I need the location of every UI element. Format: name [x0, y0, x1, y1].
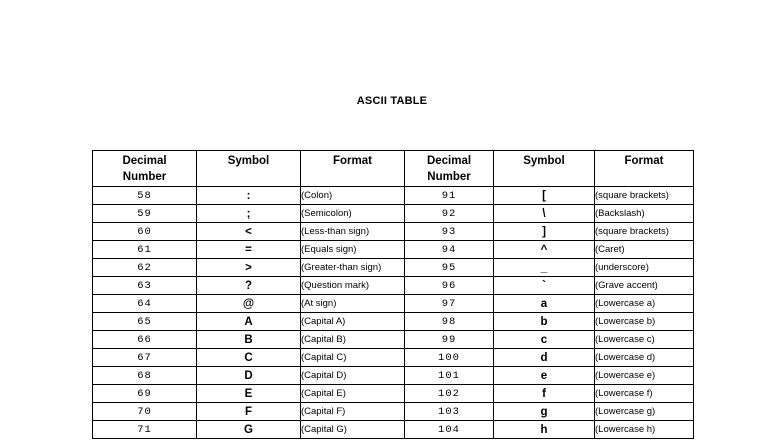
- cell-decimal: 67: [93, 349, 197, 367]
- cell-symbol: A: [197, 313, 301, 331]
- cell-decimal: 98: [405, 313, 494, 331]
- cell-decimal: 65: [93, 313, 197, 331]
- cell-symbol: ]: [494, 223, 595, 241]
- table-row: [93, 241, 694, 259]
- table-row: [93, 223, 694, 241]
- cell-symbol: \: [494, 205, 595, 223]
- header-label: Format: [333, 155, 372, 167]
- cell-decimal: 103: [405, 403, 494, 421]
- cell-format: (Caret): [595, 241, 694, 259]
- cell-decimal: 104: [405, 421, 494, 439]
- cell-symbol: E: [197, 385, 301, 403]
- cell-symbol: f: [494, 385, 595, 403]
- cell-decimal: 94: [405, 241, 494, 259]
- cell-format: (square brackets): [595, 223, 694, 241]
- header-label: Decimal Number: [426, 155, 472, 183]
- cell-symbol: `: [494, 277, 595, 295]
- cell-format: (square brackets): [595, 187, 694, 205]
- cell-decimal: 70: [93, 403, 197, 421]
- header-format: [595, 151, 694, 187]
- cell-format: (Capital E): [301, 385, 405, 403]
- cell-symbol: a: [494, 295, 595, 313]
- cell-format: (Lowercase c): [595, 331, 694, 349]
- cell-decimal: 96: [405, 277, 494, 295]
- cell-format: (Grave accent): [595, 277, 694, 295]
- cell-decimal: 100: [405, 349, 494, 367]
- cell-decimal: 93: [405, 223, 494, 241]
- header-symbol: [494, 151, 595, 187]
- table-body: [93, 187, 694, 439]
- cell-symbol: ;: [197, 205, 301, 223]
- cell-symbol: @: [197, 295, 301, 313]
- cell-format: (Lowercase g): [595, 403, 694, 421]
- cell-format: (Lowercase f): [595, 385, 694, 403]
- cell-format: (Capital D): [301, 367, 405, 385]
- cell-symbol: ^: [494, 241, 595, 259]
- cell-format: (Lowercase d): [595, 349, 694, 367]
- table-row: [93, 349, 694, 367]
- cell-decimal: 62: [93, 259, 197, 277]
- cell-symbol: d: [494, 349, 595, 367]
- cell-symbol: g: [494, 403, 595, 421]
- cell-decimal: 92: [405, 205, 494, 223]
- table-row: [93, 277, 694, 295]
- cell-format: (Capital C): [301, 349, 405, 367]
- cell-decimal: 102: [405, 385, 494, 403]
- cell-format: (Capital B): [301, 331, 405, 349]
- cell-symbol: _: [494, 259, 595, 277]
- cell-format: (Capital A): [301, 313, 405, 331]
- table-row: [93, 313, 694, 331]
- cell-format: (Less-than sign): [301, 223, 405, 241]
- header-label: Decimal Number: [122, 155, 167, 183]
- cell-format: (Question mark): [301, 277, 405, 295]
- header-label: Format: [624, 155, 664, 167]
- cell-symbol: h: [494, 421, 595, 439]
- cell-decimal: 95: [405, 259, 494, 277]
- table-row: [93, 421, 694, 439]
- header-format: [301, 151, 405, 187]
- cell-format: (Greater-than sign): [301, 259, 405, 277]
- cell-format: (Capital G): [301, 421, 405, 439]
- cell-format: (Capital F): [301, 403, 405, 421]
- cell-symbol: >: [197, 259, 301, 277]
- header-label: Symbol: [523, 155, 565, 167]
- table-row: [93, 367, 694, 385]
- cell-format: (Lowercase b): [595, 313, 694, 331]
- table-header-row: [93, 151, 694, 187]
- cell-decimal: 101: [405, 367, 494, 385]
- cell-decimal: 91: [405, 187, 494, 205]
- cell-symbol: G: [197, 421, 301, 439]
- cell-decimal: 69: [93, 385, 197, 403]
- header-symbol: [197, 151, 301, 187]
- cell-format: (Lowercase a): [595, 295, 694, 313]
- table-row: [93, 205, 694, 223]
- table-row: [93, 295, 694, 313]
- header-decimal-number: [93, 151, 197, 187]
- cell-format: (Colon): [301, 187, 405, 205]
- table-row: [93, 385, 694, 403]
- cell-symbol: =: [197, 241, 301, 259]
- cell-format: (At sign): [301, 295, 405, 313]
- cell-format: (Backslash): [595, 205, 694, 223]
- cell-symbol: e: [494, 367, 595, 385]
- table-row: [93, 331, 694, 349]
- table-row: [93, 259, 694, 277]
- cell-symbol: [: [494, 187, 595, 205]
- cell-format: (Semicolon): [301, 205, 405, 223]
- header-decimal-number: [405, 151, 494, 187]
- cell-format: (Equals sign): [301, 241, 405, 259]
- table-row: [93, 403, 694, 421]
- cell-decimal: 66: [93, 331, 197, 349]
- cell-decimal: 99: [405, 331, 494, 349]
- cell-decimal: 58: [93, 187, 197, 205]
- table-row: [93, 187, 694, 205]
- cell-decimal: 71: [93, 421, 197, 439]
- ascii-table: [92, 150, 694, 439]
- cell-symbol: B: [197, 331, 301, 349]
- cell-symbol: D: [197, 367, 301, 385]
- cell-symbol: c: [494, 331, 595, 349]
- cell-decimal: 61: [93, 241, 197, 259]
- cell-decimal: 63: [93, 277, 197, 295]
- cell-symbol: ?: [197, 277, 301, 295]
- cell-decimal: 64: [93, 295, 197, 313]
- cell-symbol: b: [494, 313, 595, 331]
- cell-symbol: F: [197, 403, 301, 421]
- cell-format: (underscore): [595, 259, 694, 277]
- page-title: ASCII TABLE: [356, 95, 428, 107]
- cell-symbol: <: [197, 223, 301, 241]
- cell-decimal: 59: [93, 205, 197, 223]
- cell-decimal: 97: [405, 295, 494, 313]
- cell-format: (Lowercase e): [595, 367, 694, 385]
- cell-decimal: 60: [93, 223, 197, 241]
- header-label: Symbol: [227, 155, 270, 167]
- cell-decimal: 68: [93, 367, 197, 385]
- cell-symbol: C: [197, 349, 301, 367]
- cell-symbol: :: [197, 187, 301, 205]
- cell-format: (Lowercase h): [595, 421, 694, 439]
